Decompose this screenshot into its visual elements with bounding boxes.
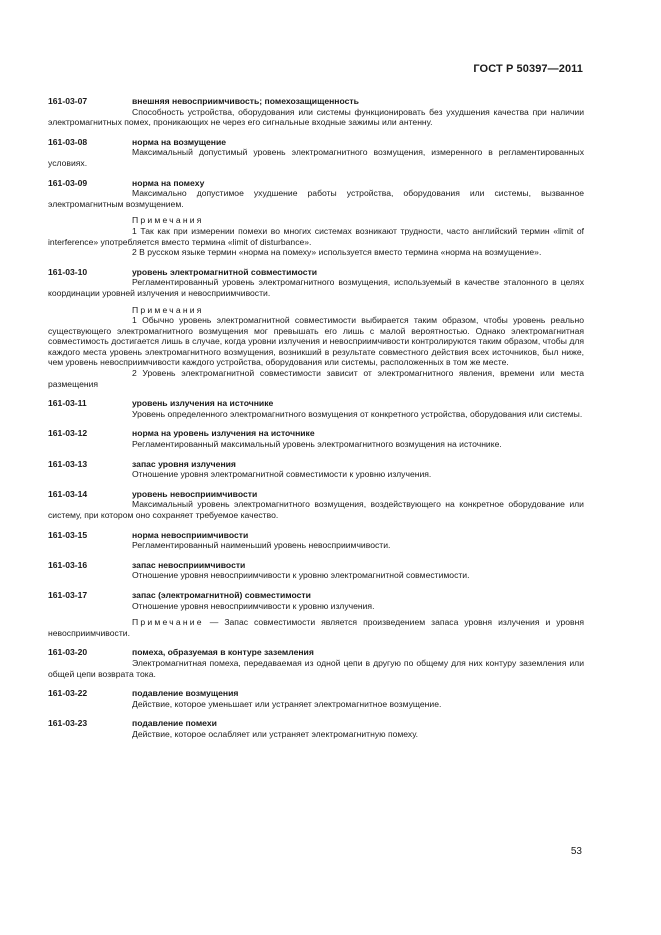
note-text: 1 Так как при измерении помехи во многих системах возникают трудности, часто английский термин «limit of interference» употребляется вместо термина «limit of disturbance». bbox=[48, 225, 584, 247]
notes-heading: Примечания bbox=[132, 304, 204, 315]
glossary-entry bbox=[48, 590, 584, 638]
entry-definition: Регламентированный наименьший уровень невосприимчивости. bbox=[132, 540, 391, 551]
entry-number: 161-03-09 bbox=[48, 177, 88, 188]
entry-term: запас уровня излучения bbox=[132, 458, 236, 469]
entry-number: 161-03-08 bbox=[48, 136, 88, 147]
entry-number: 161-03-10 bbox=[48, 266, 88, 277]
entry-term: запас (электромагнитной) совместимости bbox=[132, 589, 311, 600]
glossary-entry bbox=[48, 96, 584, 128]
glossary-entry bbox=[48, 560, 584, 581]
entry-number: 161-03-14 bbox=[48, 488, 88, 499]
entry-term: уровень невосприимчивости bbox=[132, 488, 258, 499]
entry-term: внешняя невосприимчивость; помехозащищенность bbox=[132, 96, 359, 106]
entry-term: уровень излучения на источнике bbox=[132, 398, 274, 409]
entry-definition: Действие, которое ослабляет или устраняет электромагнитную помеху. bbox=[132, 728, 419, 739]
entry-term: запас невосприимчивости bbox=[132, 559, 246, 570]
entry-definition: Максимальный уровень электромагнитного возмущения, воздействующего на конкретное оборудование или систему, при котором оно сохраняет требуемое качество. bbox=[48, 499, 584, 520]
entry-definition: Отношение уровня невосприимчивости к уровню излучения. bbox=[132, 600, 375, 611]
entry-number: 161-03-11 bbox=[48, 398, 87, 409]
standard-header: ГОСТ Р 50397—2011 bbox=[473, 63, 583, 75]
glossary-entry bbox=[48, 688, 584, 709]
entry-number: 161-03-20 bbox=[48, 647, 88, 658]
page-number: 53 bbox=[570, 846, 582, 857]
glossary-entry bbox=[48, 489, 584, 521]
glossary-entry bbox=[48, 267, 584, 390]
entry-definition: Электромагнитная помеха, передаваемая из одной цепи в другую по общему для них контуру заземления или общей цепи возврата тока. bbox=[48, 657, 584, 679]
entry-definition: Регламентированный максимальный уровень электромагнитного возмущения на источнике. bbox=[132, 439, 502, 450]
entry-definition: Максимальный допустимый уровень электромагнитного возмущения, измеренного в регламентированных условиях. bbox=[48, 147, 584, 168]
glossary-entry bbox=[48, 137, 584, 169]
inline-note bbox=[48, 617, 584, 638]
glossary-entry bbox=[48, 647, 584, 679]
note-text: 1 Обычно уровень электромагнитной совместимости выбирается таким образом, чтобы уровень реально существующего электромагнитного возмущения мог превышать его лишь с малой вероятностью. Однако электромагнитная совместимость достигается лишь в случае, когда уровни излучения и невосприимчивости контролируются таким образом, чтобы для каждого места уровень электромагнитного возмущения, возникший в результате совместного действия всех источников, был ниже, чем уровень невосприимчивости каждого устройства, оборудования или системы, расположенных в том же месте. bbox=[48, 315, 584, 368]
entry-number: 161-03-22 bbox=[48, 688, 88, 699]
inline-note-text: — Запас совместимости является произведением запаса уровня излучения и уровня невосприимчивости. bbox=[48, 617, 584, 638]
entry-definition: Отношение уровня невосприимчивости к уровню электромагнитной совместимости. bbox=[132, 570, 470, 581]
entry-number: 161-03-16 bbox=[48, 559, 88, 570]
entry-definition: Способность устройства, оборудования или системы функционировать без ухудшения качества при наличии электромагнитных помех, проникающих не через его сигнальные входные зажимы или антенну. bbox=[48, 106, 584, 128]
entry-term: уровень электромагнитной совместимости bbox=[132, 266, 318, 277]
entry-term: подавление возмущения bbox=[132, 688, 239, 699]
entry-term: помеха, образуемая в контуре заземления bbox=[132, 647, 314, 658]
entry-term: норма на возмущение bbox=[132, 136, 227, 147]
entry-number: 161-03-07 bbox=[48, 96, 88, 106]
entry-definition: Уровень определенного электромагнитного возмущения от конкретного устройства, оборудования или системы. bbox=[132, 408, 583, 419]
entry-term: норма на помеху bbox=[132, 177, 205, 188]
entry-definition: Максимально допустимое ухудшение работы устройства, оборудования или системы, вызванное электромагнитным возмущением. bbox=[48, 188, 584, 209]
entry-number: 161-03-23 bbox=[48, 718, 88, 729]
entry-definition: Действие, которое уменьшает или устраняет электромагнитное возмущение. bbox=[132, 698, 442, 709]
glossary-entry bbox=[48, 459, 584, 480]
note-text: 2 В русском языке термин «норма на помеху» используется вместо термина «норма на возмущение». bbox=[132, 247, 542, 258]
glossary-entry bbox=[48, 398, 584, 419]
entry-number: 161-03-17 bbox=[48, 589, 88, 600]
glossary-entry bbox=[48, 718, 584, 739]
entry-definition: Отношение уровня электромагнитной совместимости к уровню излучения. bbox=[132, 469, 432, 480]
glossary-entry bbox=[48, 178, 584, 258]
entry-number: 161-03-12 bbox=[48, 428, 88, 439]
entry-number: 161-03-15 bbox=[48, 529, 88, 540]
entry-term: норма невосприимчивости bbox=[132, 529, 249, 540]
notes-heading: Примечания bbox=[132, 215, 204, 226]
glossary-entries bbox=[48, 96, 584, 749]
glossary-entry bbox=[48, 530, 584, 551]
inline-note-label: Примечание bbox=[132, 617, 204, 628]
entry-term: норма на уровень излучения на источнике bbox=[132, 428, 315, 439]
glossary-entry bbox=[48, 428, 584, 449]
entry-term: подавление помехи bbox=[132, 718, 217, 729]
note-text: 2 Уровень электромагнитной совместимости зависит от электромагнитного явления, времени или места размещения bbox=[48, 368, 584, 389]
entry-number: 161-03-13 bbox=[48, 458, 88, 469]
entry-definition: Регламентированный уровень электромагнитного возмущения, используемый в качестве эталонного в целях координации уровней излучения и невосприимчивости. bbox=[48, 277, 584, 298]
